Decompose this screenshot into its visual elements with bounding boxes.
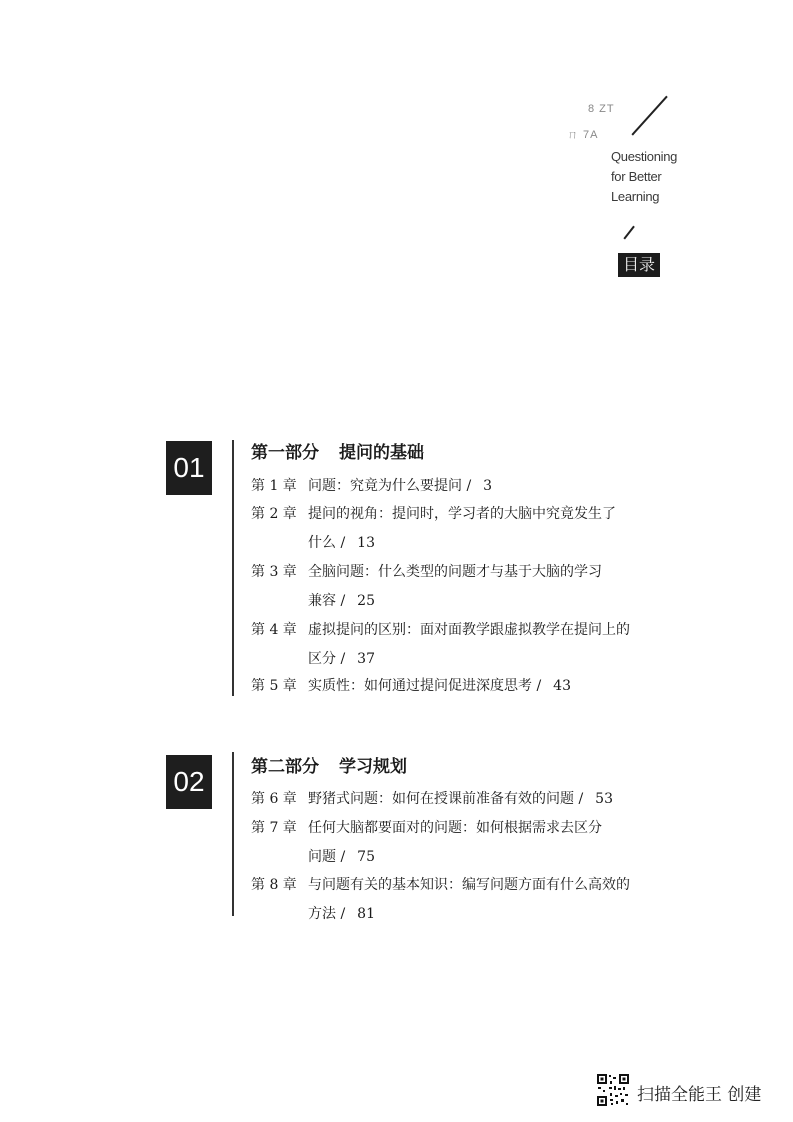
chapter-2-number: 第 2 章 <box>251 506 297 522</box>
chapter-4-continuation[interactable] <box>308 650 375 668</box>
chapter-2-title-cont: 什么 / <box>308 535 346 551</box>
chapter-3-entry[interactable] <box>251 563 602 581</box>
chapter-7-title: 任何大脑都要面对的问题：如何根据需求去区分 <box>308 820 602 836</box>
chapter-7-page: 75 <box>357 849 375 865</box>
chapter-8-number: 第 8 章 <box>251 877 297 893</box>
chapter-3-continuation[interactable] <box>308 592 375 610</box>
chapter-8-continuation[interactable] <box>308 905 375 923</box>
chapter-1-number: 第 1 章 <box>251 478 297 494</box>
chapter-7-title-cont: 问题 / <box>308 849 346 865</box>
part-1-divider <box>232 440 234 696</box>
chapter-5-page: 43 <box>553 678 571 694</box>
chapter-2-continuation[interactable] <box>308 534 375 552</box>
chapter-4-title: 虚拟提问的区别：面对面教学跟虚拟教学在提问上的 <box>308 622 630 638</box>
chapter-2-page: 13 <box>357 535 375 551</box>
part-2-divider <box>232 752 234 916</box>
chapter-7-continuation[interactable] <box>308 848 375 866</box>
part-2-label: 第二部分 <box>251 757 319 777</box>
chapter-8-title-cont: 方法 / <box>308 906 346 922</box>
chapter-4-page: 37 <box>357 651 375 667</box>
english-title <box>611 147 677 207</box>
chapter-1-page: 3 <box>483 478 493 494</box>
chapter-4-title-cont: 区分 / <box>308 651 346 667</box>
part-2-name: 学习规划 <box>339 757 407 777</box>
part-2-title <box>251 752 407 777</box>
faint-header-line-2: ㄇ 7A <box>567 129 599 141</box>
english-title-line-1: Questioning <box>611 149 678 164</box>
part-1-number-badge: 01 <box>166 441 212 495</box>
chapter-5-number: 第 5 章 <box>251 678 297 694</box>
chapter-2-title: 提问的视角：提问时，学习者的大脑中究竟发生了 <box>308 506 616 522</box>
chapter-3-page: 25 <box>357 593 375 609</box>
chapter-6-page: 53 <box>595 791 613 807</box>
english-title-line-3: Learning <box>611 189 660 204</box>
chapter-5-title: 实质性：如何通过提问促进深度思考 / <box>308 678 542 694</box>
chapter-7-entry[interactable] <box>251 819 602 837</box>
chapter-4-number: 第 4 章 <box>251 622 297 638</box>
chapter-8-entry[interactable] <box>251 876 630 894</box>
chapter-3-number: 第 3 章 <box>251 564 297 580</box>
part-2-number-badge: 02 <box>166 755 212 809</box>
toc-label: 目录 <box>618 253 660 277</box>
chapter-3-title-cont: 兼容 / <box>308 593 346 609</box>
header-slash-1 <box>631 96 667 136</box>
chapter-3-title: 全脑问题：什么类型的问题才与基于大脑的学习 <box>308 564 602 580</box>
part-1-title <box>251 438 424 463</box>
chapter-1-title: 问题：究竟为什么要提问 / <box>308 478 472 494</box>
chapter-8-page: 81 <box>357 906 375 922</box>
chapter-5-entry[interactable] <box>251 677 571 695</box>
chapter-6-number: 第 6 章 <box>251 791 297 807</box>
chapter-8-title: 与问题有关的基本知识：编写问题方面有什么高效的 <box>308 877 630 893</box>
chapter-7-number: 第 7 章 <box>251 820 297 836</box>
part-1-name: 提问的基础 <box>339 443 424 463</box>
chapter-4-entry[interactable] <box>251 621 630 639</box>
faint-header-line-1: 8 ZT <box>588 103 615 115</box>
chapter-1-entry[interactable] <box>251 477 492 495</box>
scanner-watermark: 扫描全能王 创建 <box>637 1085 762 1105</box>
header-slash-2 <box>623 226 634 240</box>
qr-code-icon <box>596 1073 630 1107</box>
english-title-line-2: for Better <box>611 169 662 184</box>
part-1-label: 第一部分 <box>251 443 319 463</box>
chapter-2-entry[interactable] <box>251 505 616 523</box>
chapter-6-entry[interactable] <box>251 790 613 808</box>
chapter-6-title: 野猪式问题：如何在授课前准备有效的问题 / <box>308 791 584 807</box>
